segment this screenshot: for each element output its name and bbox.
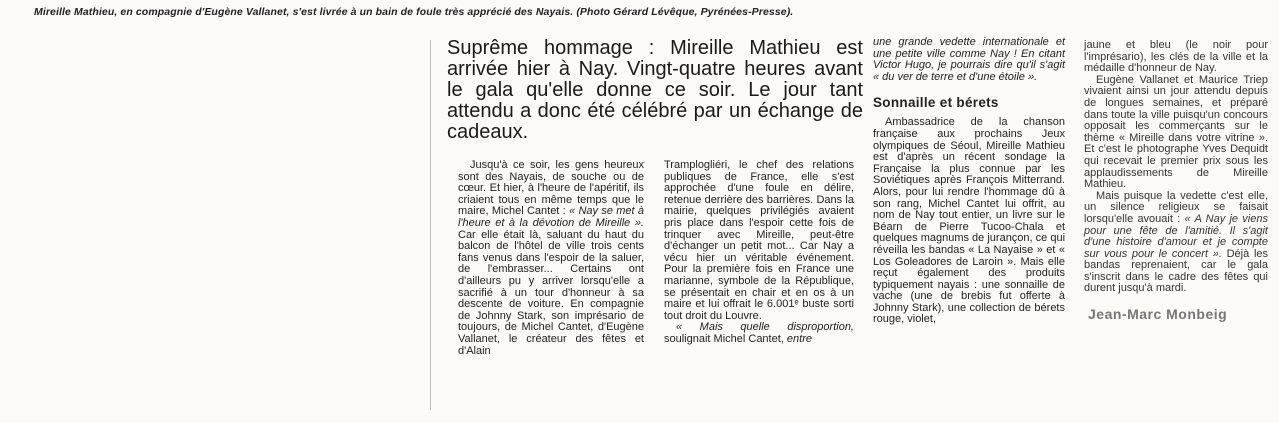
paragraph: Ambassadrice de la chanson française aux prochains Jeux olympiques de Séoul, Mireille Mathieu est d'après un récent sondage la Française la plus connue par les Soviétiques après François Mitterrand. Alors, pour lui rendre l'hommage dû à son rang, Michel Cantet lui offrit, au nom de Nay tout entier, un livre sur le Béarn de Pierre Tucoo-Chala et quelques magnums de jurançon, ce qui réveilla les bandas « La Nayaise » et « Los Goleadores de Laroin ». Mais elle reçut également des produits typiquement nayais : une sonnaille de vache (une de brebis fut offerte à Johnny Stark), une collection de bérets rouge, violet, (873, 116, 1066, 326)
quote: « Mais quelle disproportion, (676, 321, 854, 334)
article-column-3 (873, 37, 1065, 326)
article-lead: Suprême hommage : Mireille Mathieu est arrivée hier à Nay. Vingt-quatre heures avant le gala qu'elle donne ce soir. Le jour tant attendu a donc été célébré par un échange de cadeaux. (447, 37, 863, 143)
paragraph: Tramplogliéri, le chef des relations publiques de France, elle s'est approchée d'une foule en délire, retenue derrière des barrières. Dans la mairie, quelques privilégiés avaient pris place dans l'espoir cette fois de trinquer avec Mireille, peut-être d'échanger un petit mot... Car Nay a vécu hier un véritable événement. Pour la première fois en France une marianne, symbole de la République, se présentait en chair et en os à un maire et lui offrait le 6.001ᵉ buste sorti tout droit du Louvre. (664, 159, 854, 322)
author-signature: Jean-Marc Monbeig (1088, 306, 1228, 323)
quote: « A Nay je viens pour une fête de l'amitié. Il s'agit d'une histoire d'amour et je compte sur vous pour le concert ». (1084, 212, 1268, 260)
paragraph: jaune et bleu (le noir pour l'imprésario), les clés de la ville et la médaille d'honneur de Nay. (1084, 39, 1268, 75)
text-run: Déjà les bandas reprenaient, car le gala s'inscrit dans le cadre des fêtes qui durent jusqu'à mardi. (1084, 247, 1269, 295)
paragraph (1084, 191, 1268, 295)
text-run: soulignait Michel Cantet, (664, 332, 787, 345)
quote: entre (786, 332, 812, 345)
article-column-2 (664, 160, 854, 346)
paragraph: une grande vedette internationale et une petite ville comme Nay ! En citant Victor Hugo, je pourrais dire qu'il s'agit « du ver de terre et d'une étoile ». (873, 36, 1065, 83)
text-run: Mais puisque la vedette c'est elle, un silence religieux se faisait lorsqu'elle avouait : (1084, 189, 1268, 225)
column-divider (430, 40, 431, 410)
article-column-4 (1084, 40, 1268, 321)
text-run: Jusqu'à ce soir, les gens heureux sont des Nayais, de souche ou de cœur. Et hier, à l'heure de l'apéritif, ils criaient tous en même temps que le maire, Michel Cantet : (458, 159, 644, 218)
paragraph (458, 160, 644, 357)
section-subhead: Sonnaille et bérets (873, 95, 999, 111)
paragraph (664, 322, 854, 345)
photo-caption: Mireille Mathieu, en compagnie d'Eugène Vallanet, s'est livrée à un bain de foule très apprécié des Nayais. (Photo Gérard Lévêque, Pyrénées-Presse). (34, 6, 794, 18)
quote: « Nay se met à l'heure et à la dévotion de Mireille ». (458, 205, 644, 229)
article-column-1 (458, 160, 644, 357)
paragraph: Eugène Vallanet et Maurice Triep vivaient ainsi un jour attendu depuis de longues semaines, et préparé dans toute la ville puisqu'un concours opposait les commerçants sur le thème « Mireille dans votre vitrine ». Et c'est le photographe Yves Dequidt qui recevait le premier prix sous les applaudissements de Mireille Mathieu. (1084, 73, 1268, 191)
text-run: Car elle était là, saluant du haut du balcon de l'hôtel de ville trois cents fans venus dans l'espoir de la saluer, de l'embrasser... Certains ont d'ailleurs pu y arriver lorsqu'elle a sacrifié à un tour d'honneur à sa descente de voiture. En compagnie de Johnny Stark, son imprésario de toujours, de Michel Cantet, d'Eugène Vallanet, le créateur des fêtes et d'Alain (458, 228, 644, 357)
